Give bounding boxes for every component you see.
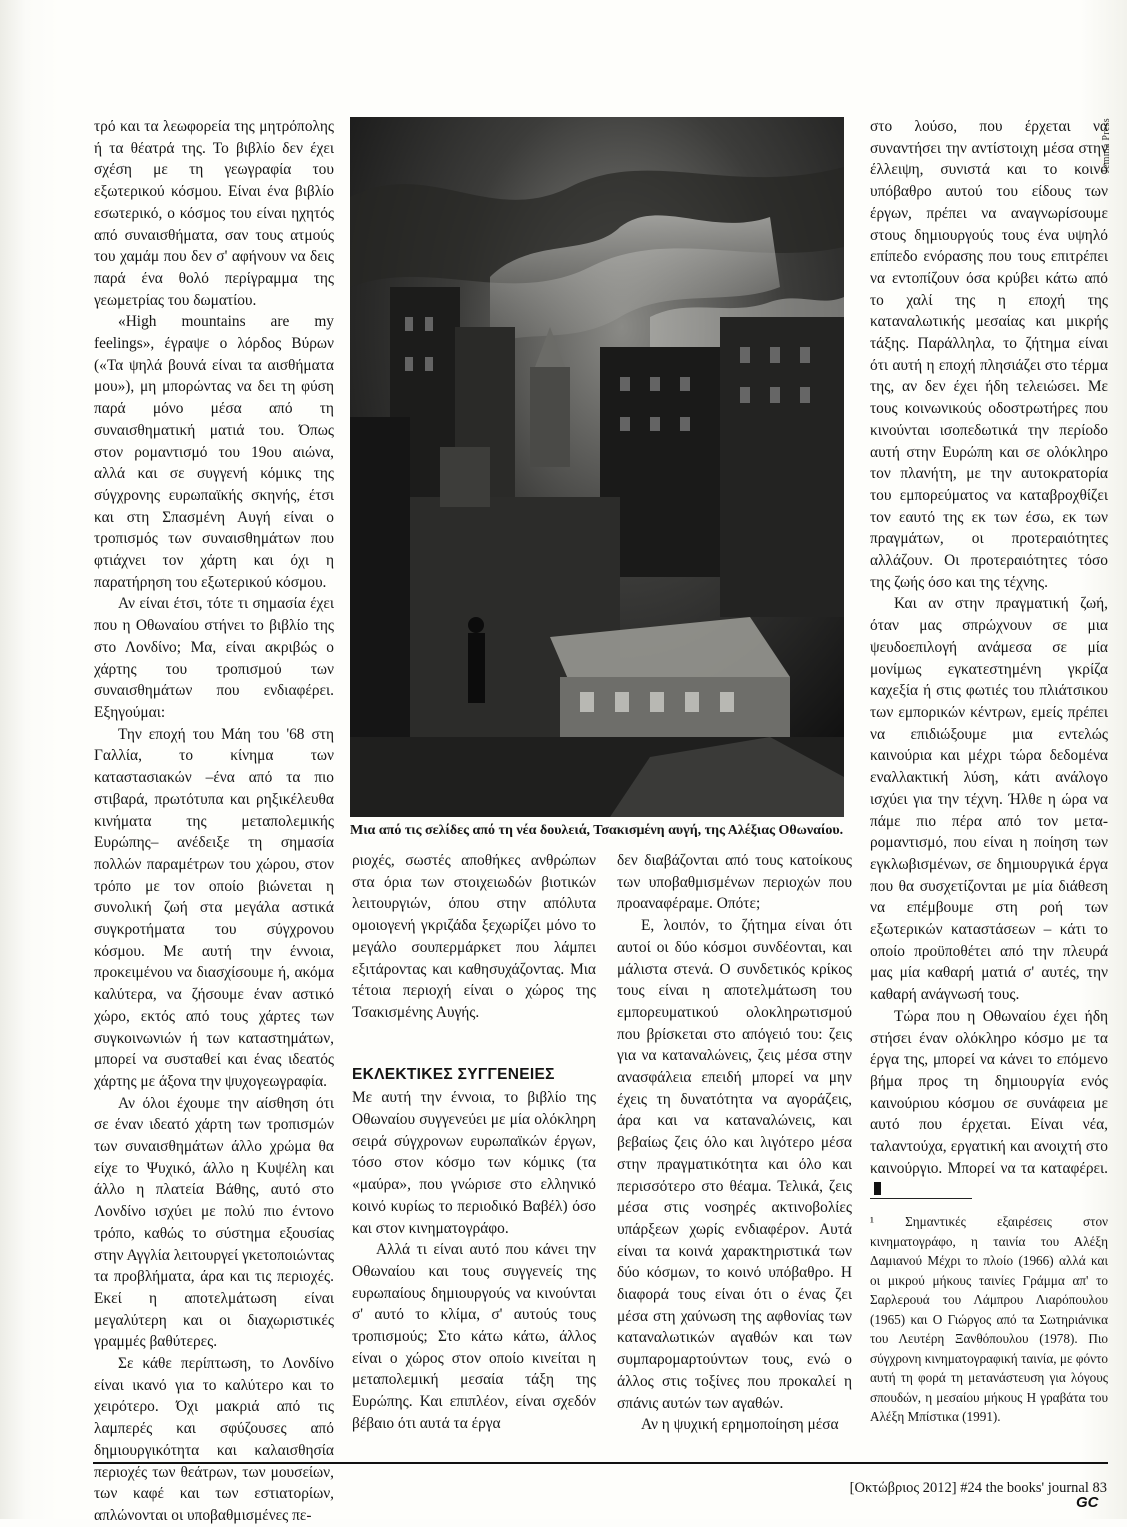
text-column-4 bbox=[870, 116, 1108, 1201]
footnote-rule bbox=[870, 1198, 972, 1199]
figure-caption: Μια από τις σελίδες από τη νέα δουλειά, Τσακισμένη αυγή, της Αλέξιας Οθωναίου. bbox=[350, 823, 844, 838]
page-footer: [Οκτώβριος 2012] #24 the books' journal 83 bbox=[849, 1480, 1107, 1496]
text-column-2 bbox=[352, 850, 596, 1435]
paragraph: Την εποχή του Μάη του '68 στη Γαλλία, το κίνημα των καταστασιακών –ένα από τα πιο στιβαρά, πρωτότυπα και ρηξικέλευθα κινήματα της μεταπολεμικής Ευρώπης– ανέδειξε τη σημασία πολλών παραμέτρων του χώρου, στον τρόπο με τον οποίο βιώνεται η συνολική ζωή στα μεγάλα αστικά συγκροτήματα του σύγχρονου κόσμου. Με αυτή την έννοια, προκειμένου να διασχίσουμε ή, ακόμα καλύτερα, να ζήσουμε έναν αστικό χώρο, εκτός από τους χάρτες των συγκοινωνιών ή των καταστημάτων, μπορεί να συσταθεί και ένας ιδεατός χάρτης με άξονα την ψυχογεωγραφία. bbox=[94, 725, 334, 1090]
paragraph: Αν είναι έτσι, τότε τι σημασία έχει που η Οθωναίου στήνει το βιβλίο της στο Λονδίνο; Μα, είναι ακριβώς ο χάρτης του τροπισμού των συναισθημάτων που ενδιαφέρει. Εξηγούμαι: bbox=[94, 595, 334, 721]
end-of-article-mark bbox=[874, 1182, 881, 1195]
city-illustration bbox=[350, 117, 844, 817]
paragraph: «High mountains are my feelings», έγραψε ο λόρδος Βύρων («Τα ψηλά βουνά είναι τα αισθήματα μου»), μη μπορώντας να δει τη φύση παρά μόνο μέσα από τη συναισθηματική ματιά του. Όπως στον ρομαντισμό του 19ου αιώνα, αλλά και σε συγγενή κόμικς της σύγχρονης ευρωπαϊκής σκηνής, έτσι και στη Σπασμένη Αυγή είναι ο τροπισμός των συναισθημάτων που φτιάχνει τον χάρτη και όχι η παρατήρηση του εξωτερικού κόσμου. bbox=[94, 313, 334, 591]
paragraph: Αν η ψυχική ερημοποίηση μέσα bbox=[641, 1416, 839, 1434]
corner-mark: GC bbox=[1076, 1494, 1099, 1511]
paragraph: Αλλά τι είναι αυτό που κάνει την Οθωναίου και τους συγγενείς της ευρωπαίους δημιουργούς να κινούνται σ' αυτό το κλίμα, σ' αυτούς τους τροπισμούς; Στο κάτω κάτω, άλλος είναι ο χώρος στον οποίο κινείται η μεταπολεμική μεσαία τάξη της Ευρώπης. Και επιπλέον, είναι σχεδόν βέβαιο ότι αυτά τα έργα bbox=[352, 1241, 596, 1432]
section-subhead: ΕΚΛΕΚΤΙΚΕΣ ΣΥΓΓΕΝΕΙΕΣ bbox=[352, 1065, 555, 1083]
paragraph-text: Τώρα που η Οθωναίου έχει ήδη στήσει έναν ολόκληρο κόσμο με τα έργα της, μπορεί να κάνει το επόμενο βήμα προς τη δημιουργία ενός καινούριου κόσμου σε συνάφεια με αυτό που έρχεται. Είναι νέα, ταλαντούχα, εργατική και ανοιχτή στο καινούργιο. Μπορεί να τα καταφέρει. bbox=[870, 1007, 1108, 1177]
paragraph: στο λούσο, που έρχεται να συναντήσει την αντίστοιχη μέσα στην έλλειψη, συνιστά και το κοινό υπόβαθρο αυτού του είδους των έργων, πρέπει να αναγνωρίσουμε στους δημιουργούς τους ένα υψηλό επίπεδο ενόρασης που τους επιτρέπει να εντοπίζουν όσα κρύβει κάτω από το χαλί της η εποχή της καταναλωτικής μεσαίας και μικρής τάξης. Παράλληλα, το ζήτημα είναι ότι αυτή η εποχή πλησιάζει στο τέρμα της, αν δεν έχει ήδη τελειώσει. Με τους κοινωνικούς οδοστρωτήρες που κινούνται ισοπεδωτικά την περίοδο αυτή στην Ευρώπη και σε ολόκληρο τον πλανήτη, με την αυτοκρατορία του εμπορεύματος να καταβροχθίζει τον εαυτό της εκ των έσω, εκ των πραγμάτων, οι προτεραιότητες αλλάζουν. Οι προτεραιότητες τόσο της ζωής όσο και της τέχνης. bbox=[870, 118, 1108, 591]
photo-credit: Jemma Press bbox=[1101, 118, 1112, 174]
paragraph: Σε κάθε περίπτωση, το Λονδίνο είναι ικανό για το καλύτερο και το χειρότερο. Όχι μακριά από τις λαμπερές και σφύζουσες από δημιουργικότητα και καλαισθησία περιοχές των θεάτρων, των μουσείων, των καφέ και των εστιατορίων, απλώνονται οι υποβαθμισμένες πε- bbox=[94, 1355, 334, 1524]
footer-rule bbox=[93, 1462, 1108, 1464]
paragraph: Με αυτή την έννοια, το βιβλίο της Οθωναίου συγγενεύει με μία ολόκληρη σειρά σύγχρονων ευρωπαϊκών έργων, τόσο στον κόσμο των κόμικς (τα «μαύρα», που γνώρισε στο ελληνικό κοινό κυρίως το περιοδικό Βαβέλ) όσο και στον κινηματογράφο. bbox=[352, 1089, 596, 1237]
text-column-3 bbox=[617, 850, 852, 1436]
paragraph: ριοχές, σωστές αποθήκες ανθρώπων στα όρια των στοιχειωδών βιοτικών λειτουργιών, όπου στην απόλυτα ομοιογενή γκριζάδα ξεχωρίζει μόνο το μεγάλο σουπερμάρκετ που λάμπει εξιτάροντας και καθησυχάζοντας. Μια τέτοια περιοχή είναι ο χώρος της Τσακισμένης Αυγής. bbox=[352, 852, 596, 1021]
paragraph: Αν όλοι έχουμε την αίσθηση ότι σε έναν ιδεατό χάρτη των τροπισμών των συναισθημάτων άλλο χρώμα θα είχε το Ψυχικό, άλλο η Κυψέλη και άλλο η πλατεία Βάθης, αυτό στο Λονδίνο ισχύει με πολύ πιο έντονο τρόπο, καθώς το σύστημα εξουσίας στην Αγγλία λειτουργεί γκετοποιώντας τα προβλήματα, άρα και τις περιοχές. Εκεί η αποτελμάτωση είναι μεγαλύτερη και οι διαχωριστικές γραμμές βαθύτερες. bbox=[94, 1094, 334, 1351]
text-column-1 bbox=[94, 116, 334, 1527]
paragraph bbox=[870, 1006, 1108, 1201]
paragraph: δεν διαβάζονται από τους κατοίκους των υποβαθμισμένων περιοχών που προαναφέραμε. Οπότε; bbox=[617, 852, 852, 913]
paragraph: τρό και τα λεωφορεία της μητρόπολης ή τα θέατρά της. Το βιβλίο δεν έχει σχέση με τη γεωγραφία του εξωτερικού κόσμου. Είναι ένα βιβλίο εσωτερικό, ο κόσμος του είναι ηχητός από συναισθήματα, σαν τους ατμούς του χαμάμ που δεν σ' αφήνουν να δεις παρά ένα θολό περίγραμμα της γεωμετρίας του δωματίου. bbox=[94, 118, 334, 309]
paragraph: Και αν στην πραγματική ζωή, όταν μας σπρώχνουν σε μια ψευδοεπιλογή ανάμεσα σε μία μονίμως εγκατεστημένη γκρίζα καχεξία ή στις φωτιές του πλιάτσικου των εμπορικών κέντρων, εμείς πρέπει να επιδιώξουμε μια εντελώς καινούρια και μέχρι τώρα δεδομένα εναλλακτική λύση, κάτι ανάλογο ισχύει για την τέχνη. Ήλθε η ώρα να πάμε πιο πέρα από τον μετα-ρομαντισμό, που είναι η ποίηση των εγκλωβισμένων, σε δημιουργικά έργα που θα συσχετίζονται με μία διάθεση να επέμβουμε στη ροή των εξωτερικών καταστάσεων – κάτι το οποίο προϋποθέτει από την πλευρά μας μία καθαρή ματιά σ' αυτές, την καθαρή ανάγνωσή τους. bbox=[870, 595, 1108, 1004]
paragraph: Ε, λοιπόν, το ζήτημα είναι ότι αυτοί οι δύο κόσμοι συνδέονται, και μάλιστα στενά. Ο συνδετικός κρίκος τους είναι η αποτελμάτωση του εμπορευματικού ολοκληρωτισμού που βρίσκεται στο απόγειό του: ζεις για να καταναλώνεις, ζεις μέσα στην ανασφάλεια επειδή μπορεί να μην έχεις τη δυνατότητα να αγοράζεις, άρα και να καταναλώνεις, και βεβαίως ζεις όλο και λιγότερο μέσα στην πραγματικότητα και όλο και περισσότερο στο θέαμα. Τελικά, ζεις μέσα στις νοσηρές ακτινοβολίες υπάρξεων χωρίς ενδιαφέρον. Αυτά είναι τα κοινά χαρακτηριστικά των δύο κόσμων, το κοινό υπόβαθρο. Η διαφορά τους είναι ότι ο ένας ζει μέσα στη χαύνωση της αφθονίας των καταναλωτικών αγαθών και των συμπαρομαρτούντων τους, ενώ ο άλλος στις τοξίνες που προκαλεί η σπάνις αυτών των αγαθών. bbox=[617, 917, 852, 1412]
footnote: ¹ Σημαντικές εξαιρέσεις στον κινηματογράφο, η ταινία του Αλέξη Δαμιανού Μέχρι το πλοίο (1966) αλλά και οι μικρού μήκους ταινίες Γράμμα απ' το Σαρλερουά του Λάμπρου Λιαρόπουλου (1965) και Ο Γιώργος από τα Σωτηριάνικα του Λευτέρη Ξανθόπουλου (1978). Πιο σύγχρονη κινηματογραφική ταινία, με φόντο αυτή τη φορά τη μετανάστευση για λόγους σπουδών, η μεσαίου μήκους Η γραβάτα του Αλέξη Μπίστικα (1991). bbox=[870, 1214, 1108, 1424]
